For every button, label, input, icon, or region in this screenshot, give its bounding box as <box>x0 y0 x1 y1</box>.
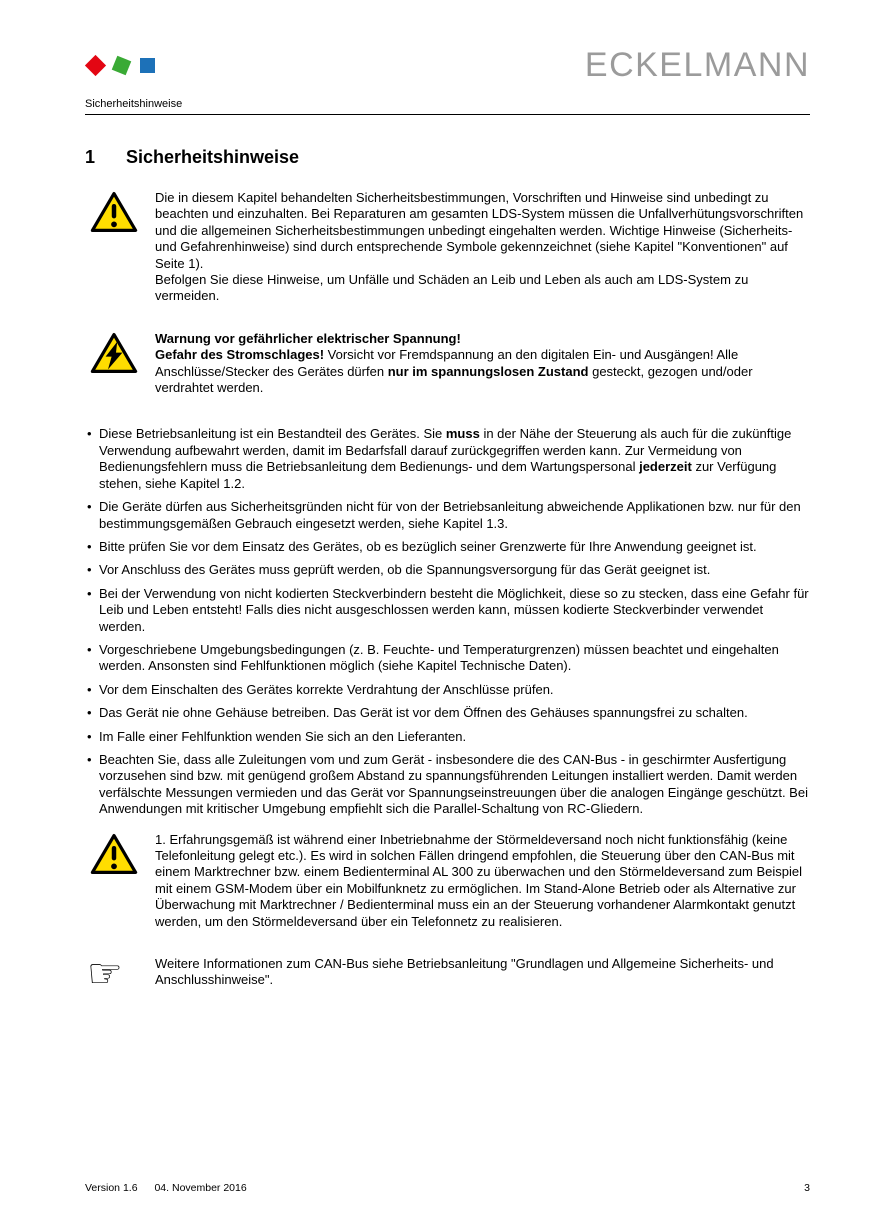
list-item-text: Beachten Sie, dass alle Zuleitungen vom und zum Gerät - insbesondere die des CAN-Bus - in geschirmter Ausfertigung vorzusehen sind bzw. mit genügend großem Abstand zu spannungsführenden Leitungen installiert werden. Damit werden verfälschte Messungen vermieden und das Gerät vor Spannungseinstreuungen über die analogen Eingänge geschützt. Bei Anwendungen mit kritischer Umgebung empfiehlt sich die Parallel-Schaltung von RC-Gliedern. <box>99 751 808 817</box>
bullet-marker: • <box>87 426 92 442</box>
list-item-text: Vor dem Einschalten des Gerätes korrekte Verdrahtung der Anschlüsse prüfen. <box>99 681 554 697</box>
footer-left <box>85 1182 247 1194</box>
warning-general-paragraph-1: Die in diesem Kapitel behandelten Sicherheitsbestimmungen, Vorschriften und Hinweise sind unbedingt zu beachten und einzuhalten. Bei Reparaturen am gesamten LDS-System müssen die Unfallverhütungsvorschriften und die allgemeinen Sicherheitsbestimmungen unbedingt eingehalten werden. Wichtige Hinweise (Sicherheits- und Gefahrenhinweise) sind durch entsprechende Symbole gekennzeichnet (siehe Kapitel "Konventionen" auf Seite 1). <box>155 190 804 271</box>
warning-icon-column <box>85 832 155 930</box>
logo-red-diamond-icon <box>85 55 106 76</box>
section-number: 1 <box>85 147 96 167</box>
reference-note-block <box>85 951 810 998</box>
warning-triangle-lightning-icon <box>90 332 138 374</box>
section-title: Sicherheitshinweise <box>126 147 300 167</box>
list-item <box>87 562 810 578</box>
page-footer <box>85 1182 810 1194</box>
list-item <box>87 499 810 532</box>
reference-note-text: Weitere Informationen zum CAN-Bus siehe Betriebsanleitung "Grundlagen und Allgemeine Sicherheits- und Anschlusshinweise". <box>155 956 774 988</box>
list-item <box>87 729 810 745</box>
bullet-marker: • <box>87 499 92 515</box>
pointing-hand-icon: ☞ <box>87 951 123 998</box>
logo-green-square-icon <box>112 56 132 76</box>
page-number: 3 <box>804 1182 810 1194</box>
version-label: Version 1.6 <box>85 1182 138 1194</box>
warning-general-paragraph-2: Befolgen Sie diese Hinweise, um Unfälle und Schäden an Leib und Leben als auch am LDS-System zu vermeiden. <box>155 272 749 304</box>
list-item-text: Bitte prüfen Sie vor dem Einsatz des Gerätes, ob es bezüglich seiner Grenzwerte für Ihre Anwendung geeignet ist. <box>99 538 757 554</box>
warning-triangle-exclamation-icon <box>90 833 138 875</box>
list-item <box>87 682 810 698</box>
header-rule <box>85 114 810 115</box>
warning-triangle-exclamation-icon <box>90 191 138 233</box>
running-header-label: Sicherheitshinweise <box>85 98 183 110</box>
list-item-text: Im Falle einer Fehlfunktion wenden Sie sich an den Lieferanten. <box>99 728 467 744</box>
list-item <box>87 752 810 818</box>
logo-blue-square-icon <box>140 58 155 73</box>
voltage-icon-column <box>85 331 155 397</box>
list-item <box>87 586 810 635</box>
warning-icon-column <box>85 190 155 305</box>
warning-commissioning-paragraph: 1. Erfahrungsgemäß ist während einer Inbetriebnahme der Störmeldeversand noch nicht funktionsfähig (keine Telefonleitung gelegt etc.). Es wird in solchen Fällen dringend empfohlen, die Steuerung über den CAN-Bus mit einem Marktrechner bzw. einem Bedienterminal AL 300 zu überwachen und den Störmeldeversand zum Beispiel mit einem GSM-Modem über ein Mobilfunknetz zu ermöglichen. Im Stand-Alone Betrieb oder als Alternative zur Überwachung mit Marktrechner / Bedienterminal muss ein an der Steuerung vorhandener Alarmkontakt genutzt werden, um den Störmeldeversand über ein Telefonnetz zu realisieren. <box>155 831 802 929</box>
eckelmann-logo-icon <box>85 48 155 73</box>
list-item <box>87 539 810 555</box>
safety-bullet-list <box>87 426 810 817</box>
warning-block-voltage <box>85 331 810 397</box>
bullet-marker: • <box>87 728 92 744</box>
list-item <box>87 705 810 721</box>
warning-block-commissioning <box>85 832 810 930</box>
brand-wordmark: ECKELMANN <box>584 46 810 84</box>
warning-voltage-title: Warnung vor gefährlicher elektrischer Spannung! <box>155 330 461 346</box>
warning-general-text <box>155 190 810 305</box>
list-item-text: Vor Anschluss des Gerätes muss geprüft werden, ob die Spannungsversorgung für das Gerät geeignet ist. <box>99 562 711 578</box>
warning-commissioning-text <box>155 832 810 930</box>
bullet-marker: • <box>87 751 92 767</box>
note-icon-column <box>85 951 155 998</box>
bullet-marker: • <box>87 585 92 601</box>
list-item <box>87 642 810 675</box>
list-item-text: Diese Betriebsanleitung ist ein Bestandteil des Gerätes. Sie muss in der Nähe der Steuerung als auch für die zukünftige Verwendung aufbewahrt werden, damit im Bedarfsfall darauf zurückgegriffen werden kann. Zur Vermeidung von Bedienungsfehlern muss die Betriebsanleitung dem Bedienungs- und dem Wartungspersonal jederzeit zur Verfügung stehen, siehe Kapitel 1.2. <box>99 426 792 491</box>
warning-voltage-paragraph: Gefahr des Stromschlages! Vorsicht vor Fremdspannung an den digitalen Ein- und Ausgängen! Alle Anschlüsse/Stecker des Gerätes dürfen nur im spannungslosen Zustand gesteckt, gezogen und/oder verdrahtet werden. <box>155 347 753 396</box>
list-item <box>87 426 810 492</box>
bullet-marker: • <box>87 538 92 554</box>
list-item-text: Die Geräte dürfen aus Sicherheitsgründen nicht für von der Betriebsanleitung abweichende Applikationen bzw. nur für den bestimmungsgemäßen Gebrauch eingesetzt werden, siehe Kapitel 1.3. <box>99 499 801 531</box>
bullet-marker: • <box>87 562 92 578</box>
warning-block-general <box>85 190 810 305</box>
footer-date: 04. November 2016 <box>154 1182 247 1194</box>
list-item-text: Bei der Verwendung von nicht kodierten Steckverbindern besteht die Möglichkeit, diese so zu stecken, dass eine Gefahr für Leib und Leben entsteht! Falls dies nicht ausgeschlossen werden kann, müssen kodierte Steckverbinder verwendet werden. <box>99 585 809 634</box>
list-item-text: Vorgeschriebene Umgebungsbedingungen (z. B. Feuchte- und Temperaturgrenzen) müssen beachtet und eingehalten werden. Ansonsten sind Fehlfunktionen möglich (siehe Kapitel Technische Daten). <box>99 641 779 674</box>
warning-voltage-text <box>155 331 810 397</box>
list-item-text: Das Gerät nie ohne Gehäuse betreiben. Das Gerät ist vor dem Öffnen des Gehäuses spannungsfrei zu schalten. <box>99 705 748 721</box>
reference-note-text-col <box>155 956 810 991</box>
bullet-marker: • <box>87 681 92 697</box>
bullet-marker: • <box>87 641 92 657</box>
bullet-marker: • <box>87 705 92 721</box>
page-header <box>85 48 810 82</box>
section-heading <box>85 147 810 168</box>
